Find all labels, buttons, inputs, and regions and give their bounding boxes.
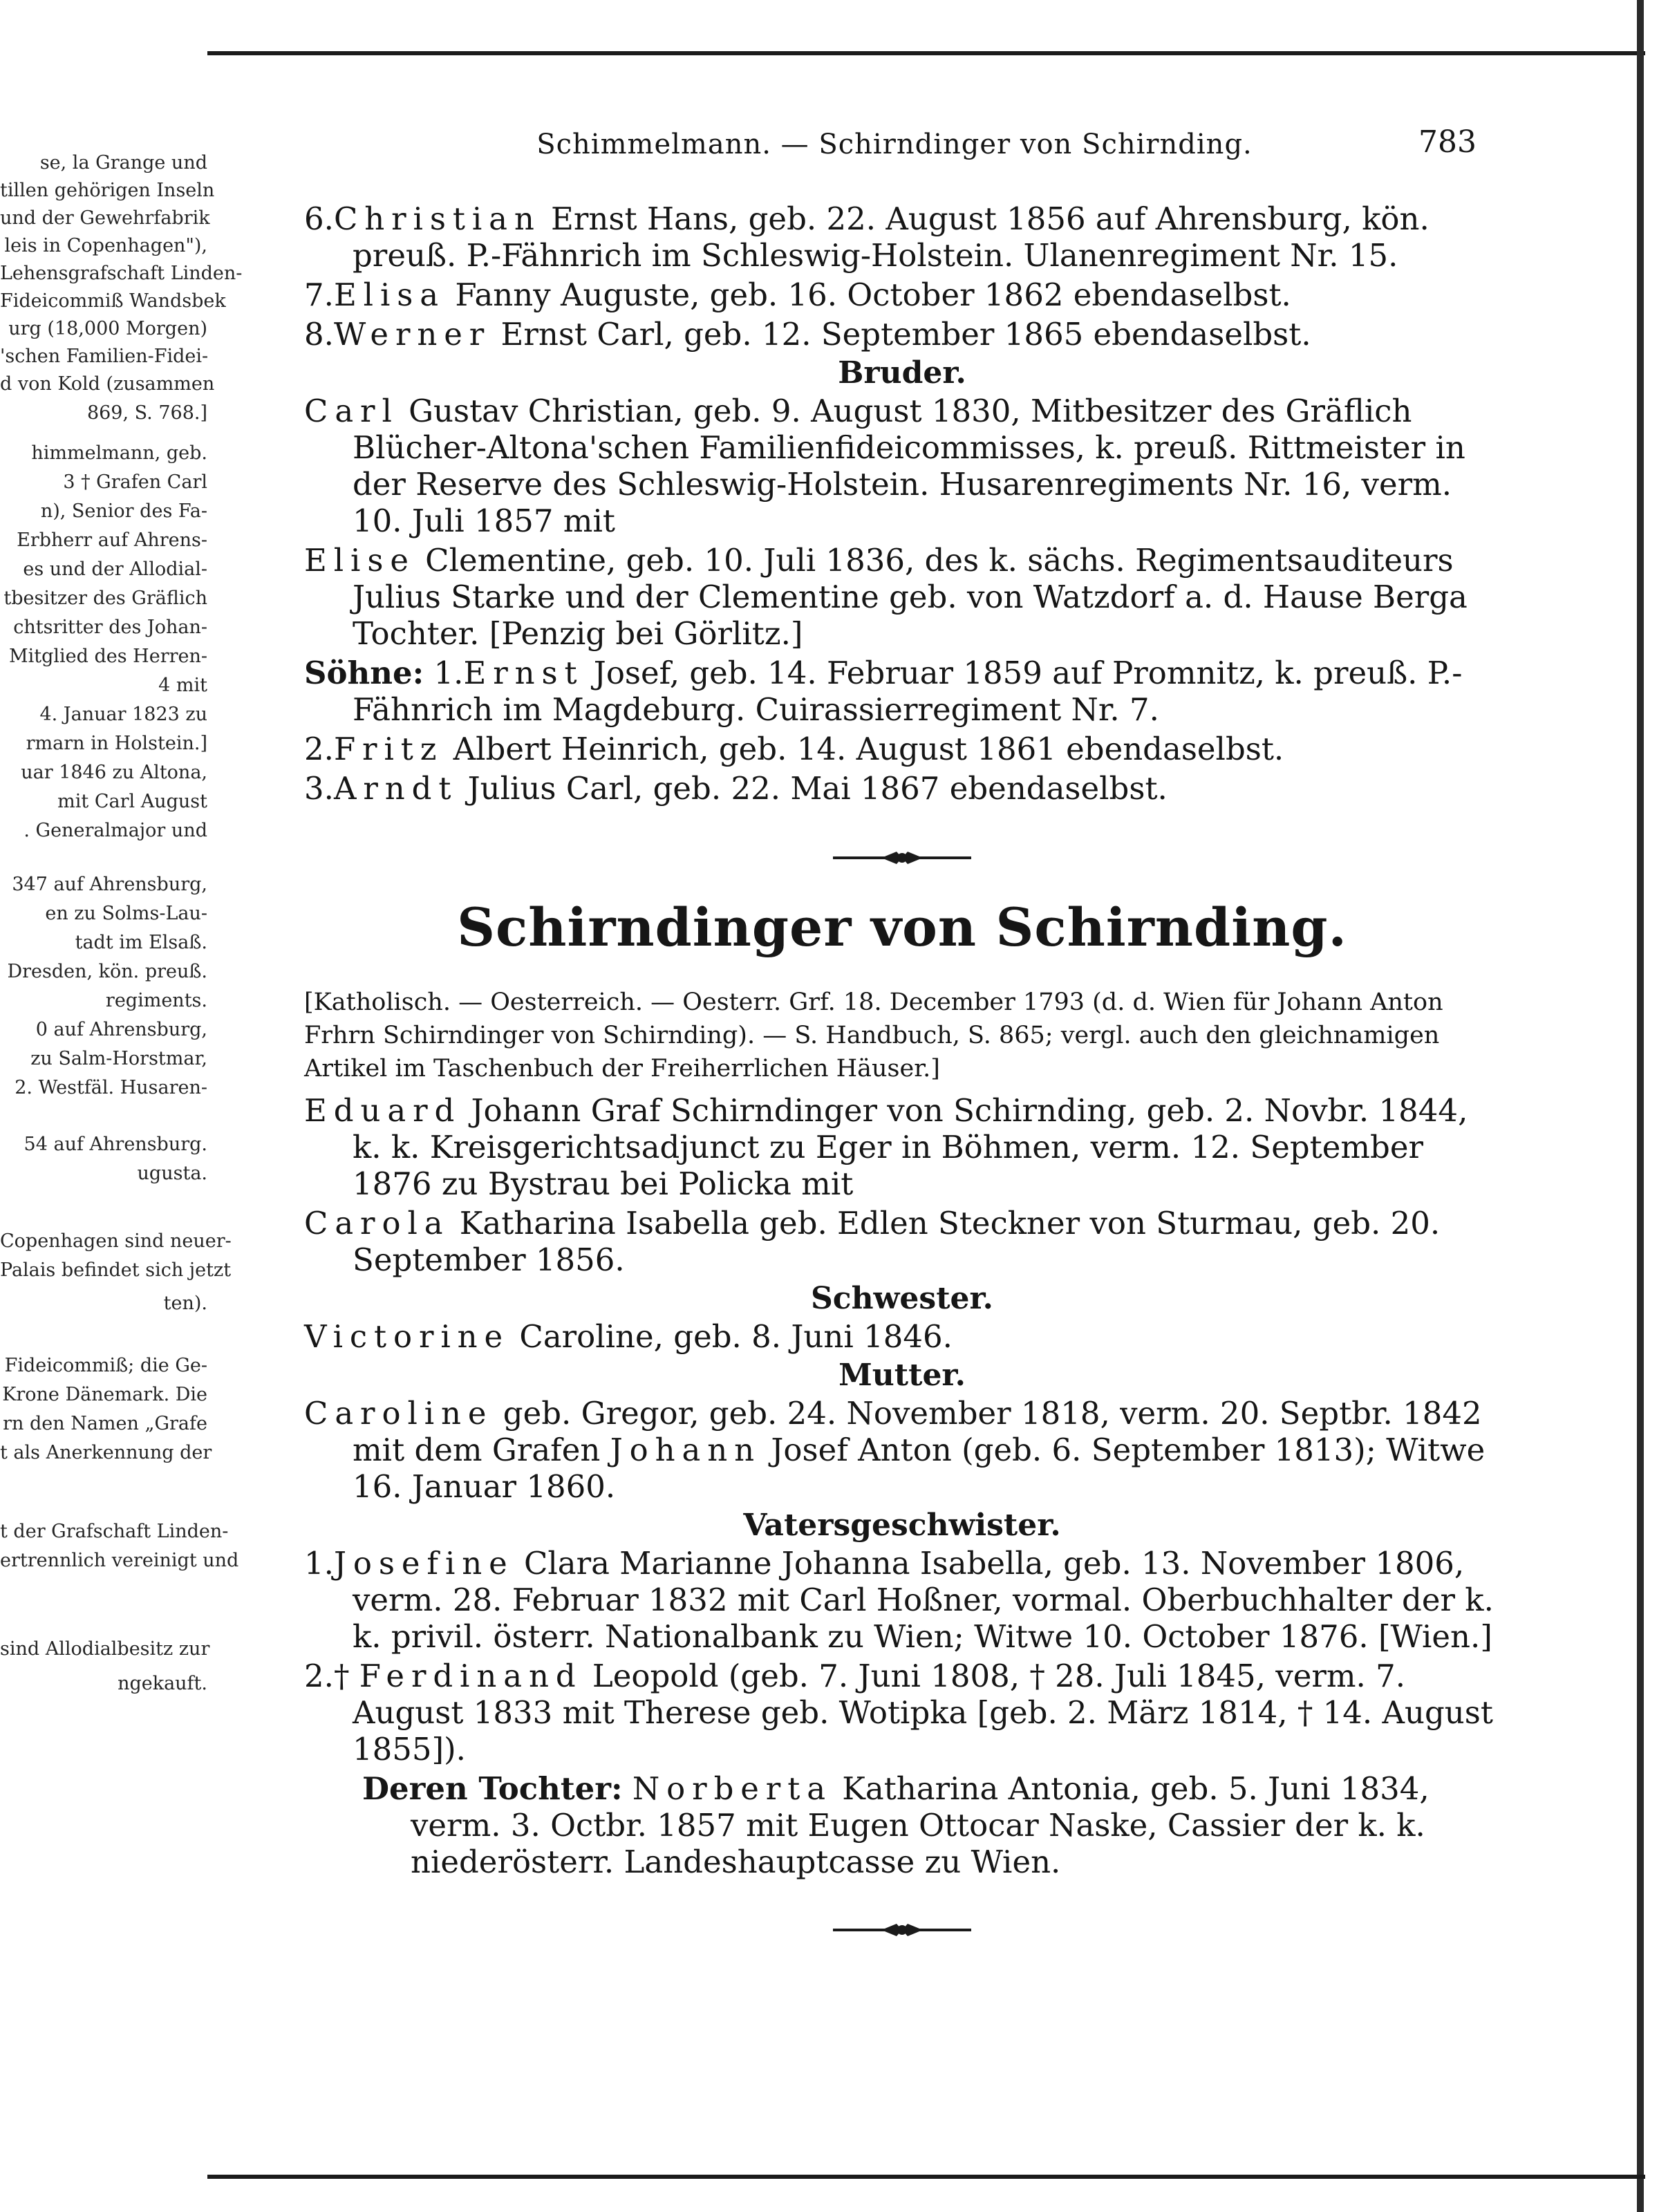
soehne-label: Söhne:: [304, 655, 424, 691]
adjacent-page-line: chtsritter des Johan-: [13, 617, 207, 638]
entry-elisa: 7.Elisa Fanny Auguste, geb. 16. October 1862 ebendaselbst.: [304, 276, 1291, 313]
adjacent-page-line: Copenhagen sind neuer-: [0, 1230, 232, 1252]
entry-ferdinand: 2.† Ferdinand Leopold (geb. 7. Juni 1808, † 28. Juli 1845, verm. 7. August 1833 mit Therese geb. Wotipka [geb. 2. März 1814, † 14. August 1855]).: [304, 1658, 1493, 1768]
adjacent-page-line: ertrennlich vereinigt und: [0, 1550, 239, 1571]
adjacent-page-line: tillen gehörigen Inseln: [0, 180, 215, 201]
adjacent-page-line: 3 † Grafen Carl: [63, 471, 207, 493]
adjacent-page-line: tadt im Elsaß.: [75, 932, 207, 953]
end-ornament: [304, 1922, 1500, 1938]
adjacent-page-line: sind Allodialbesitz zur: [0, 1638, 210, 1660]
entry-name: Ferdinand: [359, 1658, 583, 1694]
entry-christian: 6.Christian Ernst Hans, geb. 22. August 1856 auf Ahrensburg, kön. preuß. P.-Fähnrich im Schleswig-Holstein. Ulanenregiment Nr. 15.: [304, 200, 1430, 274]
heading-vatersgeschwister: Vatersgeschwister.: [743, 1508, 1061, 1543]
adjacent-page-line: und der Gewehrfabrik: [0, 207, 210, 229]
adjacent-page-line: uar 1846 zu Altona,: [21, 762, 207, 783]
adjacent-page-line: en zu Solms-Lau-: [45, 903, 207, 924]
entry-name: Josefine: [333, 1545, 514, 1582]
adjacent-page-line: . Generalmajor und: [24, 820, 207, 841]
adjacent-page-line: es und der Allodial-: [23, 559, 207, 580]
ornament-icon: [833, 850, 971, 866]
entry-name: Carola: [304, 1205, 450, 1241]
adjacent-page-line: leis in Copenhagen"),: [4, 235, 207, 256]
adjacent-page-line: urg (18,000 Morgen): [8, 318, 207, 339]
adjacent-page-line: 54 auf Ahrensburg.: [24, 1134, 207, 1155]
entry-name: Norberta: [632, 1770, 832, 1807]
heading-schwester: Schwester.: [811, 1281, 993, 1316]
entry-name: Elise: [304, 542, 415, 579]
entry-name: Ernst: [463, 655, 584, 691]
death-mark: †: [333, 1658, 350, 1694]
entry-caroline: Caroline geb. Gregor, geb. 24. November 1818, verm. 20. Septbr. 1842 mit dem Grafen Johann Josef Anton (geb. 6. September 1813); Witwe 16. Januar 1860.: [304, 1395, 1485, 1505]
entry-carl: Carl Gustav Christian, geb. 9. August 1830, Mitbesitzer des Gräflich Blücher-Altona'schen Familienfideicommisses, k. preuß. Rittmeister in der Reserve des Schleswig-Holstein. Husarenregiments Nr. 16, verm. 10. Juli 1857 mit: [304, 393, 1465, 539]
adjacent-page-line: 'schen Familien-Fidei-: [0, 346, 209, 367]
adjacent-page-line: 869, S. 768.]: [86, 402, 207, 424]
entry-son-ernst: Söhne: 1.Ernst Josef, geb. 14. Februar 1859 auf Promnitz, k. preuß. P.-Fähnrich im Magdeburg. Cuirassierregiment Nr. 7.: [304, 655, 1463, 728]
adjacent-page-line: rn den Namen „Grafe: [3, 1413, 207, 1434]
section-title: Schirndinger von Schirnding.: [457, 897, 1347, 958]
entry-elise: Elise Clementine, geb. 10. Juli 1836, des k. sächs. Regimentsauditeurs Julius Starke und der Clementine geb. von Watzdorf a. d. Hause Berga Tochter. [Penzig bei Görlitz.]: [304, 542, 1468, 652]
adjacent-page-line: mit Carl August: [57, 791, 207, 812]
adjacent-page-line: 0 auf Ahrensburg,: [35, 1019, 207, 1040]
adjacent-page-line: n), Senior des Fa-: [40, 500, 207, 522]
entry-norberta: Deren Tochter: Norberta Katharina Antonia, geb. 5. Juni 1834, verm. 3. Octbr. 1857 mit Eugen Ottocar Naske, Cassier der k. k. niederösterr. Landeshauptcasse zu Wien.: [362, 1770, 1430, 1880]
deren-label: Deren Tochter:: [362, 1770, 623, 1807]
adjacent-page-line: se, la Grange und: [39, 152, 207, 174]
adjacent-page-line: Erbherr auf Ahrens-: [17, 529, 207, 551]
entry-name: Arndt: [333, 770, 458, 807]
adjacent-page-line: ugusta.: [137, 1163, 207, 1184]
entry-son-fritz: 2.Fritz Albert Heinrich, geb. 14. August 1861 ebendaselbst.: [304, 731, 1284, 767]
adjacent-page-line: zu Salm-Horstmar,: [30, 1048, 207, 1069]
adjacent-page-line: 2. Westfäl. Husaren-: [15, 1077, 207, 1098]
entry-josefine: 1.Josefine Clara Marianne Johanna Isabella, geb. 13. November 1806, verm. 28. Februar 1832 mit Carl Hoßner, vormal. Oberbuchhalter der k. k. privil. österr. Nationalbank zu Wien; Witwe 10. October 1876. [Wien.]: [304, 1545, 1494, 1655]
adjacent-page-line: ten).: [163, 1293, 207, 1314]
page-number: 783: [1418, 124, 1477, 160]
adjacent-page-line: d von Kold (zusammen: [0, 373, 215, 395]
adjacent-page-line: Fideicommiß Wandsbek: [0, 290, 226, 312]
adjacent-page-line: Palais befindet sich jetzt: [0, 1259, 232, 1281]
adjacent-page-column: [0, 152, 243, 2101]
entry-name: Christian: [333, 200, 541, 237]
entry-victorine: Victorine Caroline, geb. 8. Juni 1846.: [304, 1318, 953, 1355]
top-rule: [207, 51, 1645, 55]
bottom-rule: [207, 2175, 1645, 2179]
adjacent-page-line: Mitglied des Herren-: [8, 646, 207, 667]
entry-name: Fritz: [333, 731, 444, 767]
entry-name: Caroline: [304, 1395, 494, 1432]
adjacent-page-line: himmelmann, geb.: [31, 442, 207, 464]
adjacent-page-line: t als Anerkennung der: [0, 1442, 212, 1463]
adjacent-page-line: Lehensgrafschaft Linden-: [0, 263, 243, 284]
divider-ornament: [304, 850, 1500, 866]
entry-carola: Carola Katharina Isabella geb. Edlen Steckner von Sturmau, geb. 20. September 1856.: [304, 1205, 1441, 1278]
adjacent-page-line: tbesitzer des Gräflich: [3, 588, 207, 609]
entry-name: Victorine: [304, 1318, 510, 1355]
adjacent-page-line: 347 auf Ahrensburg,: [12, 874, 207, 895]
ornament-icon: [833, 1922, 971, 1938]
adjacent-page-line: regiments.: [105, 990, 207, 1011]
entry-eduard: Eduard Johann Graf Schirndinger von Schirnding, geb. 2. Novbr. 1844, k. k. Kreisgerichtsadjunct zu Eger in Böhmen, verm. 12. September 1876 zu Bystrau bei Policka mit: [304, 1092, 1468, 1202]
entry-name: Carl: [304, 393, 399, 429]
heading-mutter: Mutter.: [838, 1358, 966, 1393]
section-note: [Katholisch. — Oesterreich. — Oesterr. Grf. 18. December 1793 (d. d. Wien für Johann Anton Frhrn Schirndinger von Schirnding). — S. Handbuch, S. 865; vergl. auch den gleichnamigen Artikel im Taschenbuch der Freiherrlichen Häuser.]: [304, 988, 1443, 1082]
entry-name: Werner: [333, 316, 491, 353]
adjacent-page-line: Dresden, kön. preuß.: [7, 961, 207, 982]
adjacent-page-line: ngekauft.: [118, 1673, 207, 1694]
entry-son-arndt: 3.Arndt Julius Carl, geb. 22. Mai 1867 ebendaselbst.: [304, 770, 1168, 807]
entry-name: Eduard: [304, 1092, 462, 1129]
adjacent-page-line: 4. Januar 1823 zu: [39, 704, 207, 725]
heading-bruder: Bruder.: [838, 355, 966, 391]
running-head: Schimmelmann. — Schirndinger von Schirnding.: [536, 129, 1253, 160]
adjacent-page-line: Krone Dänemark. Die: [2, 1384, 207, 1405]
main-text: [304, 200, 1500, 1938]
entry-name: Elisa: [333, 276, 445, 313]
adjacent-page-line: 4 mit: [158, 675, 207, 696]
book-spine: [1637, 0, 1644, 2212]
entry-werner: 8.Werner Ernst Carl, geb. 12. September 1865 ebendaselbst.: [304, 316, 1311, 353]
adjacent-page-line: Fideicommiß; die Ge-: [4, 1355, 207, 1376]
adjacent-page-line: rmarn in Holstein.]: [26, 733, 207, 754]
adjacent-page-line: t der Grafschaft Linden-: [0, 1521, 229, 1542]
